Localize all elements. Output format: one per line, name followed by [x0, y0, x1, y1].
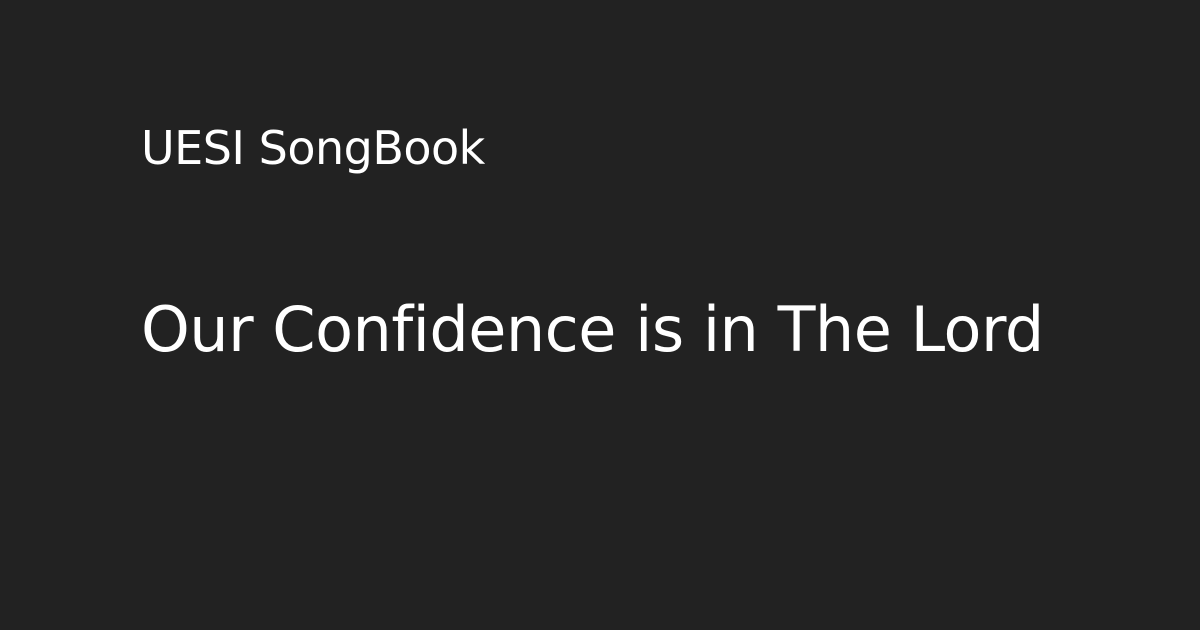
- song-title: Our Confidence is in The Lord: [141, 293, 1044, 366]
- site-name: UESI SongBook: [141, 121, 485, 175]
